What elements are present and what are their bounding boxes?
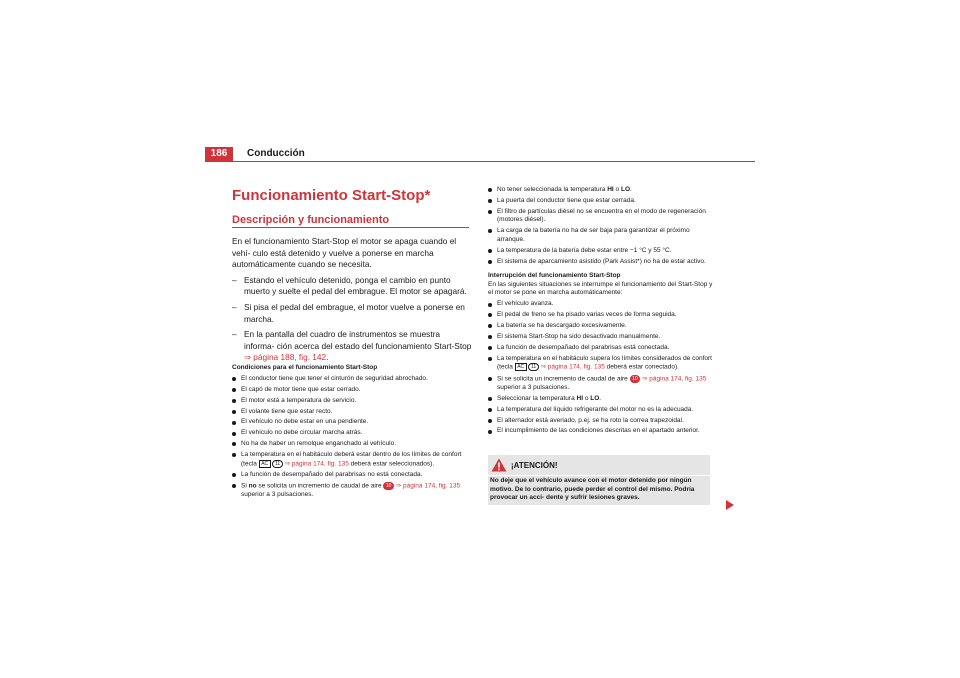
intro-item: – En la pantalla del cuadro de instrumentos se muestra informa- ción acerca del estado del funcionamiento Start-Stop ⇒ página 188, fig. 142.: [232, 329, 472, 363]
warning-header: [488, 455, 710, 475]
chapter-title: Conducción: [247, 148, 305, 159]
interruption-title: Interrupción del funcionamiento Start-Stop: [488, 272, 621, 280]
list-item: La temperatura del líquido refrigerante del motor no es la adecuada.: [488, 406, 713, 415]
subsection-title: Descripción y funcionamiento: [232, 214, 390, 226]
list-item: La batería se ha descargado excesivamente.: [488, 322, 713, 331]
intro-item: – Si pisa el pedal del embrague, el motor vuelve a ponerse en marcha.: [232, 301, 465, 324]
list-item: La función de desempañado del parabrisas no está conectada.: [232, 471, 472, 480]
list-item: El filtro de partículas diésel no se encuentra en el modo de regeneración (motores diésel).: [488, 208, 713, 225]
warning-rule: [488, 475, 710, 476]
list-item: La temperatura en el habitáculo deberá estar dentro de los límites de confort (tecla AC 11 ⇒ página 174, fig. 135 deberá estar seleccionados).: [232, 451, 472, 469]
warning-triangle-icon: [491, 458, 507, 472]
list-item: Si se solicita un incremento de caudal de aire 10 ⇒ página 174, fig. 135 superior a 3 pulsaciones.: [488, 375, 713, 393]
control-11-icon: 11: [528, 363, 538, 371]
list-item: No ha de haber un remolque enganchado al vehículo.: [232, 440, 472, 449]
list-item: El conductor tiene que tener el cinturón de seguridad abrochado.: [232, 375, 472, 384]
warning-text: No deje que el vehículo avance con el motor detenido por ningún motivo. De lo contrario, puede perder el control del mismo. Podría provocar un acci- dente y sufrir lesiones graves.: [490, 477, 695, 502]
section-title: Funcionamiento Start-Stop*: [232, 187, 431, 204]
ac-key-icon: AC: [259, 460, 271, 468]
list-item: La temperatura de la batería debe estar entre −1 °C y 55 °C.: [488, 247, 713, 256]
page-reference-link[interactable]: ⇒ página 174, fig. 135: [540, 363, 605, 371]
intro-item: – Estando el vehículo detenido, ponga el cambio en punto muerto y suelte el pedal del embrague. El motor se apagará.: [232, 274, 467, 297]
list-item: Si no se solicita un incremento de caudal de aire 10 ⇒ página 174, fig. 135 superior a 3 pulsaciones.: [232, 482, 472, 500]
interruption-paragraph: En las siguientes situaciones se interrumpe el funcionamiento del Start-Stop y el motor se pone en marcha automáticamente:: [488, 280, 713, 297]
list-item: El vehículo avanza.: [488, 300, 713, 309]
conditions-title: Condiciones para el funcionamiento Start-Stop: [232, 364, 378, 371]
list-item: La función de desempañado del parabrisas está conectada.: [488, 344, 713, 353]
list-item: Seleccionar la temperatura HI o LO.: [488, 395, 713, 404]
list-item: El incumplimiento de las condiciones descritas en el apartado anterior.: [488, 427, 713, 436]
conditions-block: [232, 364, 472, 500]
list-item: El volante tiene que estar recto.: [232, 408, 472, 417]
list-item: El alternador está averiado, p.ej. se ha roto la correa trapezoidal.: [488, 417, 713, 426]
list-item: No tener seleccionada la temperatura HI o LO.: [488, 186, 713, 195]
list-item: La carga de la batería no ha de ser baja para garantizar el próximo arranque.: [488, 227, 713, 244]
list-item: El capó de motor tiene que estar cerrado.: [232, 386, 472, 395]
ac-key-icon: AC: [515, 363, 527, 371]
page-reference-link[interactable]: ⇒ página 174, fig. 135: [395, 482, 461, 490]
list-item: El pedal de freno se ha pisado varias veces de forma seguida.: [488, 311, 713, 320]
page-reference-link[interactable]: ⇒ página 174, fig. 135: [284, 460, 349, 468]
list-item: El motor está a temperatura de servicio.: [232, 397, 472, 406]
subsection-rule: [232, 227, 469, 228]
intro-paragraph: En el funcionamiento Start-Stop el motor se apaga cuando el vehí- culo está detenido y vuelve a ponerse en marcha automáticamente cuando se necesita.: [232, 236, 457, 270]
control-11-icon: 11: [272, 460, 282, 468]
list-item: El sistema Start-Stop ha sido desactivado manualmente.: [488, 333, 713, 342]
list-item: El sistema de aparcamiento asistido (Park Assist*) no ha de estar activo.: [488, 258, 713, 267]
warning-title: ¡ATENCIÓN!: [511, 461, 558, 470]
next-page-arrow-icon: [726, 500, 734, 510]
page-reference-link[interactable]: ⇒ página 188, fig. 142: [244, 352, 327, 363]
control-10-icon: 10: [630, 375, 641, 383]
warning-box: [488, 455, 710, 505]
list-item: El vehículo no debe circular marcha atrás.: [232, 429, 472, 438]
list-item: La puerta del conductor tiene que estar cerrada.: [488, 197, 713, 206]
bullet: [232, 377, 236, 381]
intro-block: [232, 236, 472, 364]
control-10-icon: 10: [383, 482, 394, 490]
list-item: La temperatura en el habitáculo supera los límites considerados de confort (tecla AC 11 ⇒ página 174, fig. 135 deberá estar conectado).: [488, 355, 713, 373]
page-number: 186: [205, 147, 233, 161]
right-column: [488, 186, 713, 436]
list-item: El vehículo no debe estar en una pendiente.: [232, 418, 472, 427]
page-reference-link[interactable]: ⇒ página 174, fig. 135: [641, 375, 707, 383]
header-rule: [205, 161, 755, 162]
